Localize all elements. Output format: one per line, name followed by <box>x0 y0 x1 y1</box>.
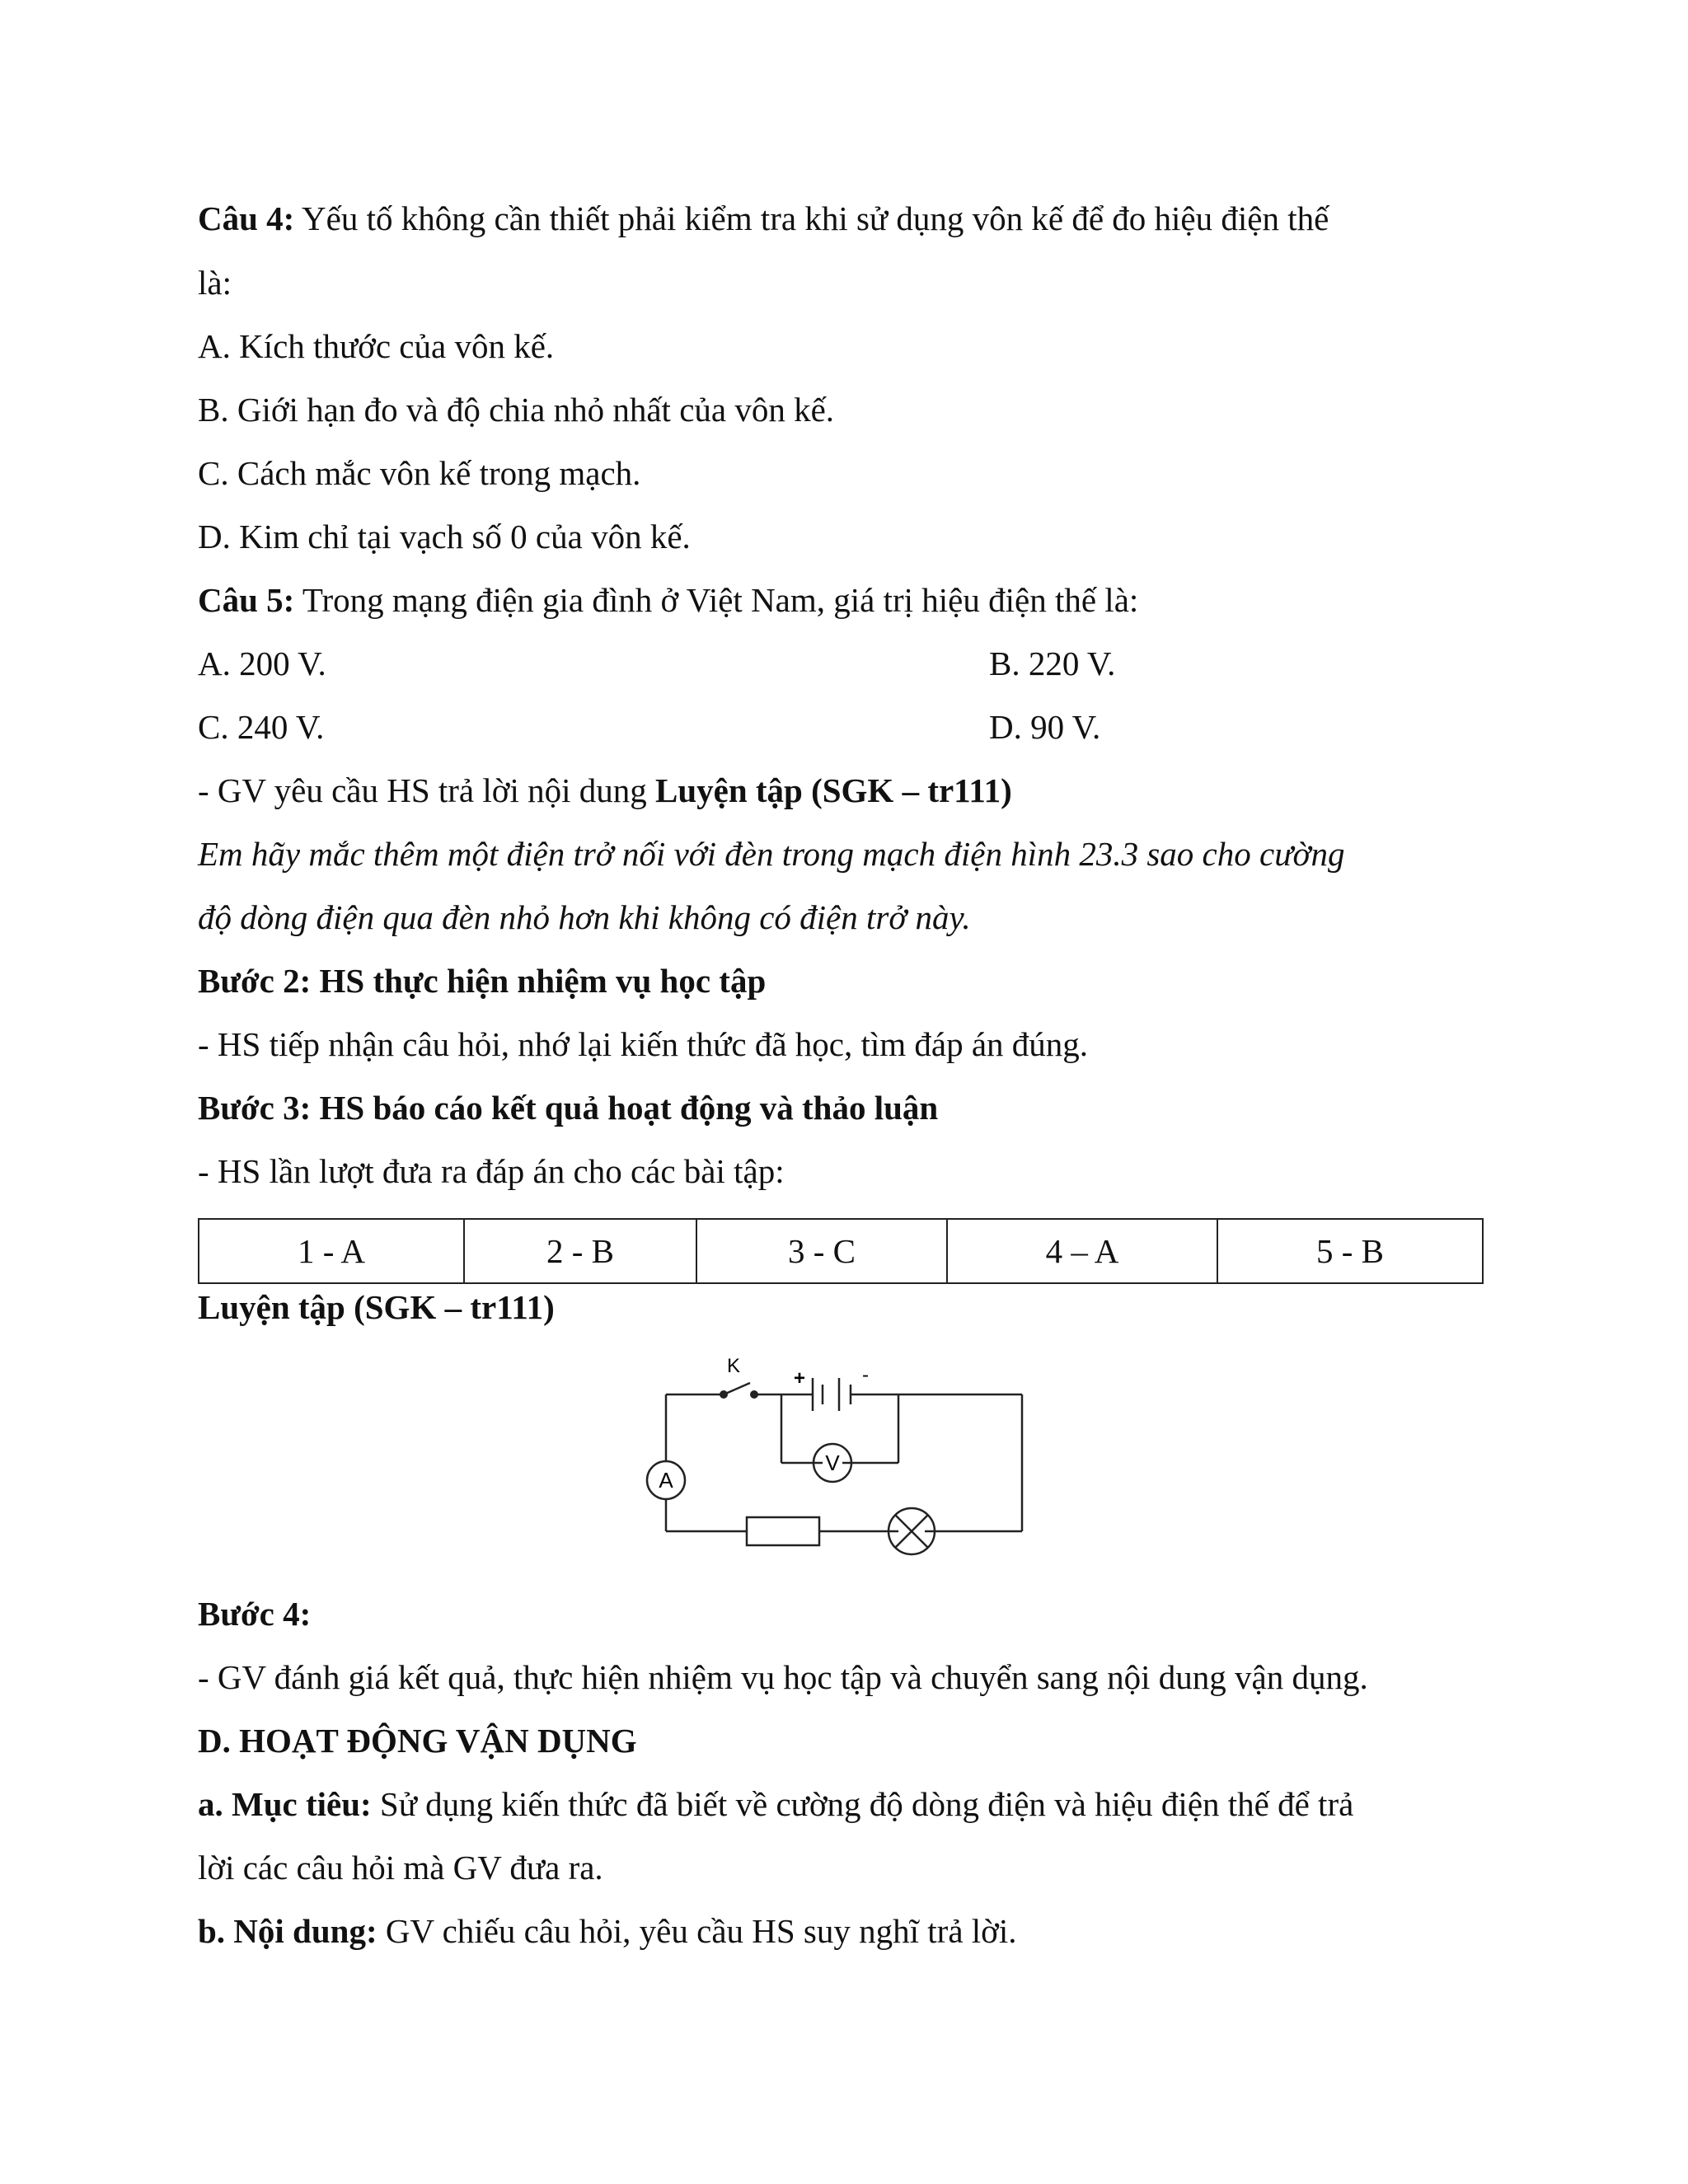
question-5-text: Trong mạng điện gia đình ở Việt Nam, giá trị hiệu điện thế là: <box>294 581 1139 619</box>
question-4 <box>198 194 1484 243</box>
question-4-text: Yếu tố không cần thiết phải kiểm tra khi sử dụng vôn kế để đo hiệu điện thế <box>294 199 1329 237</box>
q5-option-c: C. 240 V. <box>198 708 325 746</box>
battery-minus-label: - <box>862 1364 869 1386</box>
goal-label: a. Mục tiêu: <box>198 1785 372 1823</box>
content-label: b. Nội dung: <box>198 1912 377 1950</box>
q4-option-d: D. Kim chỉ tại vạch số 0 của vôn kế. <box>198 518 691 555</box>
q4-option-c: C. Cách mắc vôn kế trong mạch. <box>198 454 641 492</box>
step-3-heading: Bước 3: HS báo cáo kết quả hoạt động và thảo luận <box>198 1089 939 1127</box>
practice-task-line-1: Em hãy mắc thêm một điện trở nối với đèn trong mạch điện hình 23.3 sao cho cường <box>198 835 1345 873</box>
ammeter-label: A <box>659 1468 673 1493</box>
answer-table <box>198 1218 1484 1284</box>
answer-cell: 1 - A <box>199 1219 464 1283</box>
step-3-text: - HS lần lượt đưa ra đáp án cho các bài tập: <box>198 1152 785 1190</box>
step-2-text: - HS tiếp nhận câu hỏi, nhớ lại kiến thức đã học, tìm đáp án đúng. <box>198 1025 1089 1063</box>
q5-option-a: A. 200 V. <box>198 644 326 682</box>
q5-options-row-1 <box>198 639 1484 688</box>
step-4-text: - GV đánh giá kết quả, thực hiện nhiệm vụ học tập và chuyển sang nội dung vận dụng. <box>198 1658 1368 1696</box>
switch-contact <box>750 1390 758 1399</box>
gv-request-text: - GV yêu cầu HS trả lời nội dung <box>198 771 655 809</box>
practice-task-line-2: độ dòng điện qua đèn nhỏ hơn khi không có điện trở này. <box>198 898 971 936</box>
gv-request <box>198 766 1484 815</box>
goal-continuation: lời các câu hỏi mà GV đưa ra. <box>198 1849 603 1886</box>
switch-contact <box>720 1390 728 1399</box>
q4-option-a: A. Kích thước của vôn kế. <box>198 327 555 365</box>
voltmeter-label: V <box>825 1451 840 1475</box>
question-5-label: Câu 5: <box>198 581 295 619</box>
question-4-label: Câu 4: <box>198 199 295 237</box>
q4-option-b: B. Giới hạn đo và độ chia nhỏ nhất của vôn kế. <box>198 391 835 429</box>
goal-paragraph <box>198 1779 1484 1829</box>
switch-lever <box>724 1383 750 1394</box>
answer-cell: 4 – A <box>947 1219 1217 1283</box>
goal-text: Sử dụng kiến thức đã biết về cường độ dòng điện và hiệu điện thế để trả <box>371 1785 1354 1823</box>
circuit-diagram <box>626 1343 1039 1558</box>
content-text: GV chiếu câu hỏi, yêu cầu HS suy nghĩ trả lời. <box>377 1912 1017 1950</box>
switch-label: K <box>726 1355 741 1377</box>
content-paragraph <box>198 1906 1484 1956</box>
q5-option-b: B. 220 V. <box>989 644 1116 682</box>
q5-option-d: D. 90 V. <box>989 708 1101 746</box>
answer-row <box>199 1219 1483 1283</box>
step-2-heading: Bước 2: HS thực hiện nhiệm vụ học tập <box>198 962 767 1000</box>
question-4-continuation: là: <box>198 264 232 302</box>
resistor-symbol <box>747 1517 819 1545</box>
step-4-heading: Bước 4: <box>198 1595 312 1633</box>
answer-cell: 3 - C <box>696 1219 947 1283</box>
q5-options-row-2 <box>198 702 1484 752</box>
practice-heading: Luyện tập (SGK – tr111) <box>198 1288 555 1326</box>
gv-request-reference: Luyện tập (SGK – tr111) <box>654 771 1012 809</box>
answer-cell: 2 - B <box>464 1219 696 1283</box>
section-d-heading: D. HOẠT ĐỘNG VẬN DỤNG <box>198 1722 637 1760</box>
battery-plus-label: + <box>793 1367 806 1390</box>
question-5 <box>198 575 1484 625</box>
answer-cell: 5 - B <box>1217 1219 1483 1283</box>
